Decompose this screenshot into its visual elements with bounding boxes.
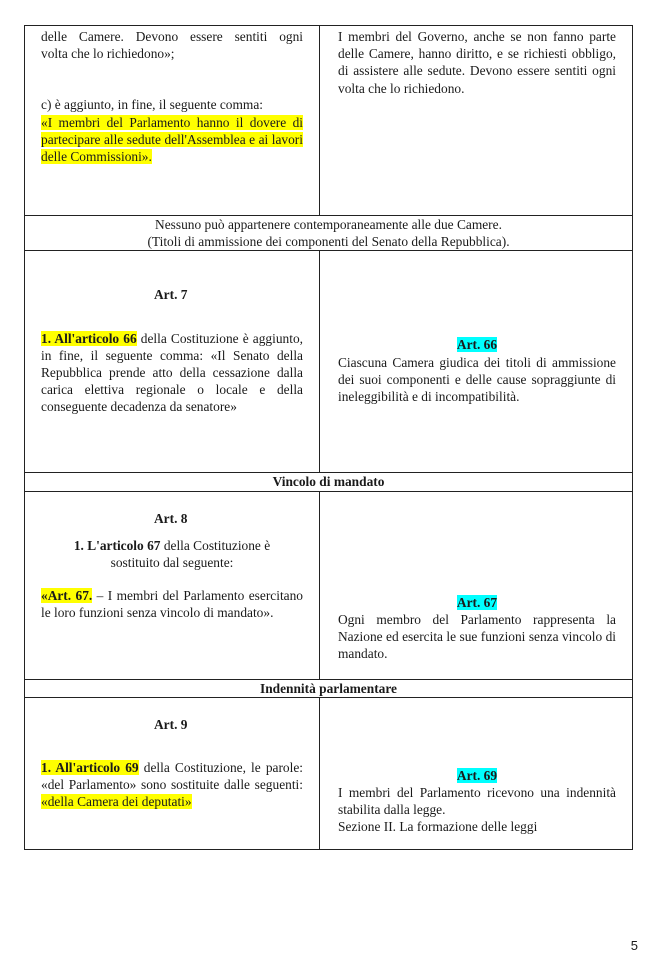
- row3-left-paragraph: [41, 587, 303, 621]
- row2-right-heading: Art. 66: [456, 337, 498, 353]
- row3-left-intro-rest: della Costituzione è sostituito dal seguente:: [110, 537, 271, 571]
- row3-right-heading-wrap: [338, 594, 616, 611]
- row1-left-c-intro: c) è aggiunto, in fine, il seguente comma:: [41, 97, 263, 113]
- band-row-2: [25, 473, 633, 491]
- row3-left-highlight: «Art. 67.: [41, 588, 93, 604]
- row4-left-highlight-2: «della Camera dei deputati»: [41, 794, 192, 810]
- row1-left-line-1: delle Camere. Devono essere sentiti ogni: [41, 29, 303, 44]
- row3-left-intro: [41, 537, 303, 571]
- row3-right-cell: [320, 491, 633, 679]
- row4-right-heading-wrap: [338, 767, 616, 784]
- row1-left-c-quote-wrap: [41, 114, 303, 166]
- page-number: 5: [630, 938, 638, 953]
- row4-right-text-2: Sezione II. La formazione delle leggi: [338, 819, 538, 835]
- band3-title: Indennità parlamentare: [259, 680, 397, 696]
- row1-left-cell: [25, 26, 320, 216]
- row3-right-text: Ogni membro del Parlamento rappresenta la Nazione ed esercita le sue funzioni senza vincolo di mandato.: [338, 611, 616, 662]
- row1-right-text: I membri del Governo, anche se non fanno parte delle Camere, hanno diritto, e se richiesti obbligo, di assistere alle sedute. Devono essere sentiti ogni volta che lo richiedono.: [338, 29, 616, 96]
- table-row-1: [25, 26, 633, 216]
- row4-left-rest: della Costituzione, le parole: «del Parlamento» sono sostituite dalle seguenti:: [41, 760, 304, 793]
- row2-art-heading: Art. 7: [154, 287, 188, 303]
- band1-cell: [25, 216, 633, 251]
- row1-right-cell: [320, 26, 633, 216]
- band2-title: Vincolo di mandato: [272, 474, 385, 490]
- row4-left-paragraph: [41, 759, 303, 811]
- band2-cell: [25, 473, 633, 491]
- row4-art-heading: Art. 9: [154, 716, 188, 732]
- band1-line-2: (Titoli di ammissione dei componenti del Senato della Repubblica).: [147, 234, 510, 250]
- row3-left-intro-bold: 1. L'articolo 67: [73, 537, 161, 553]
- comparison-table: [24, 25, 633, 850]
- row4-right-cell: [320, 697, 633, 849]
- row1-left-line-2: volta che lo richiedono»;: [41, 46, 175, 62]
- table-row-3: [25, 491, 633, 679]
- band1-line-1: Nessuno può appartenere contemporaneamente alle due Camere.: [155, 217, 502, 232]
- row2-left-rest: della Costituzione è aggiunto, in fine, il seguente comma: «Il Senato della Repubblica prende atto della cessazione dalla carica elettiva regionale o locale e della conseguente decadenza da senatore»: [41, 330, 303, 415]
- band3-cell: [25, 679, 633, 697]
- row3-left-rest: – I membri del Parlamento esercitano le loro funzioni senza vincolo di mandato».: [41, 588, 303, 621]
- row2-left-cell: [25, 251, 320, 473]
- row4-right-heading: Art. 69: [456, 767, 498, 783]
- row4-left-cell: [25, 697, 320, 849]
- band-row-3: [25, 679, 633, 697]
- row4-right-text: I membri del Parlamento ricevono una indennità stabilita dalla legge.: [338, 785, 616, 818]
- row4-left-highlight: 1. All'articolo 69: [41, 760, 139, 776]
- row3-left-cell: [25, 491, 320, 679]
- row2-left-paragraph: [41, 330, 303, 416]
- band-row-1: [25, 216, 633, 251]
- row2-right-heading-wrap: [338, 336, 616, 353]
- row3-right-heading: Art. 67: [456, 594, 498, 610]
- row2-right-cell: [320, 251, 633, 473]
- row2-right-text: Ciascuna Camera giudica dei titoli di ammissione dei suoi componenti e delle cause sopraggiunte di ineleggibilità e di incompatibilità.: [338, 354, 616, 405]
- table-row-2: [25, 251, 633, 473]
- row3-art-heading: Art. 8: [154, 510, 188, 526]
- row1-left-c-quote: «I membri del Parlamento hanno il dovere di partecipare alle sedute dell'Assemblea e ai lavori delle Commissioni».: [41, 114, 303, 165]
- row2-left-highlight: 1. All'articolo 66: [41, 330, 137, 346]
- table-row-4: [25, 697, 633, 849]
